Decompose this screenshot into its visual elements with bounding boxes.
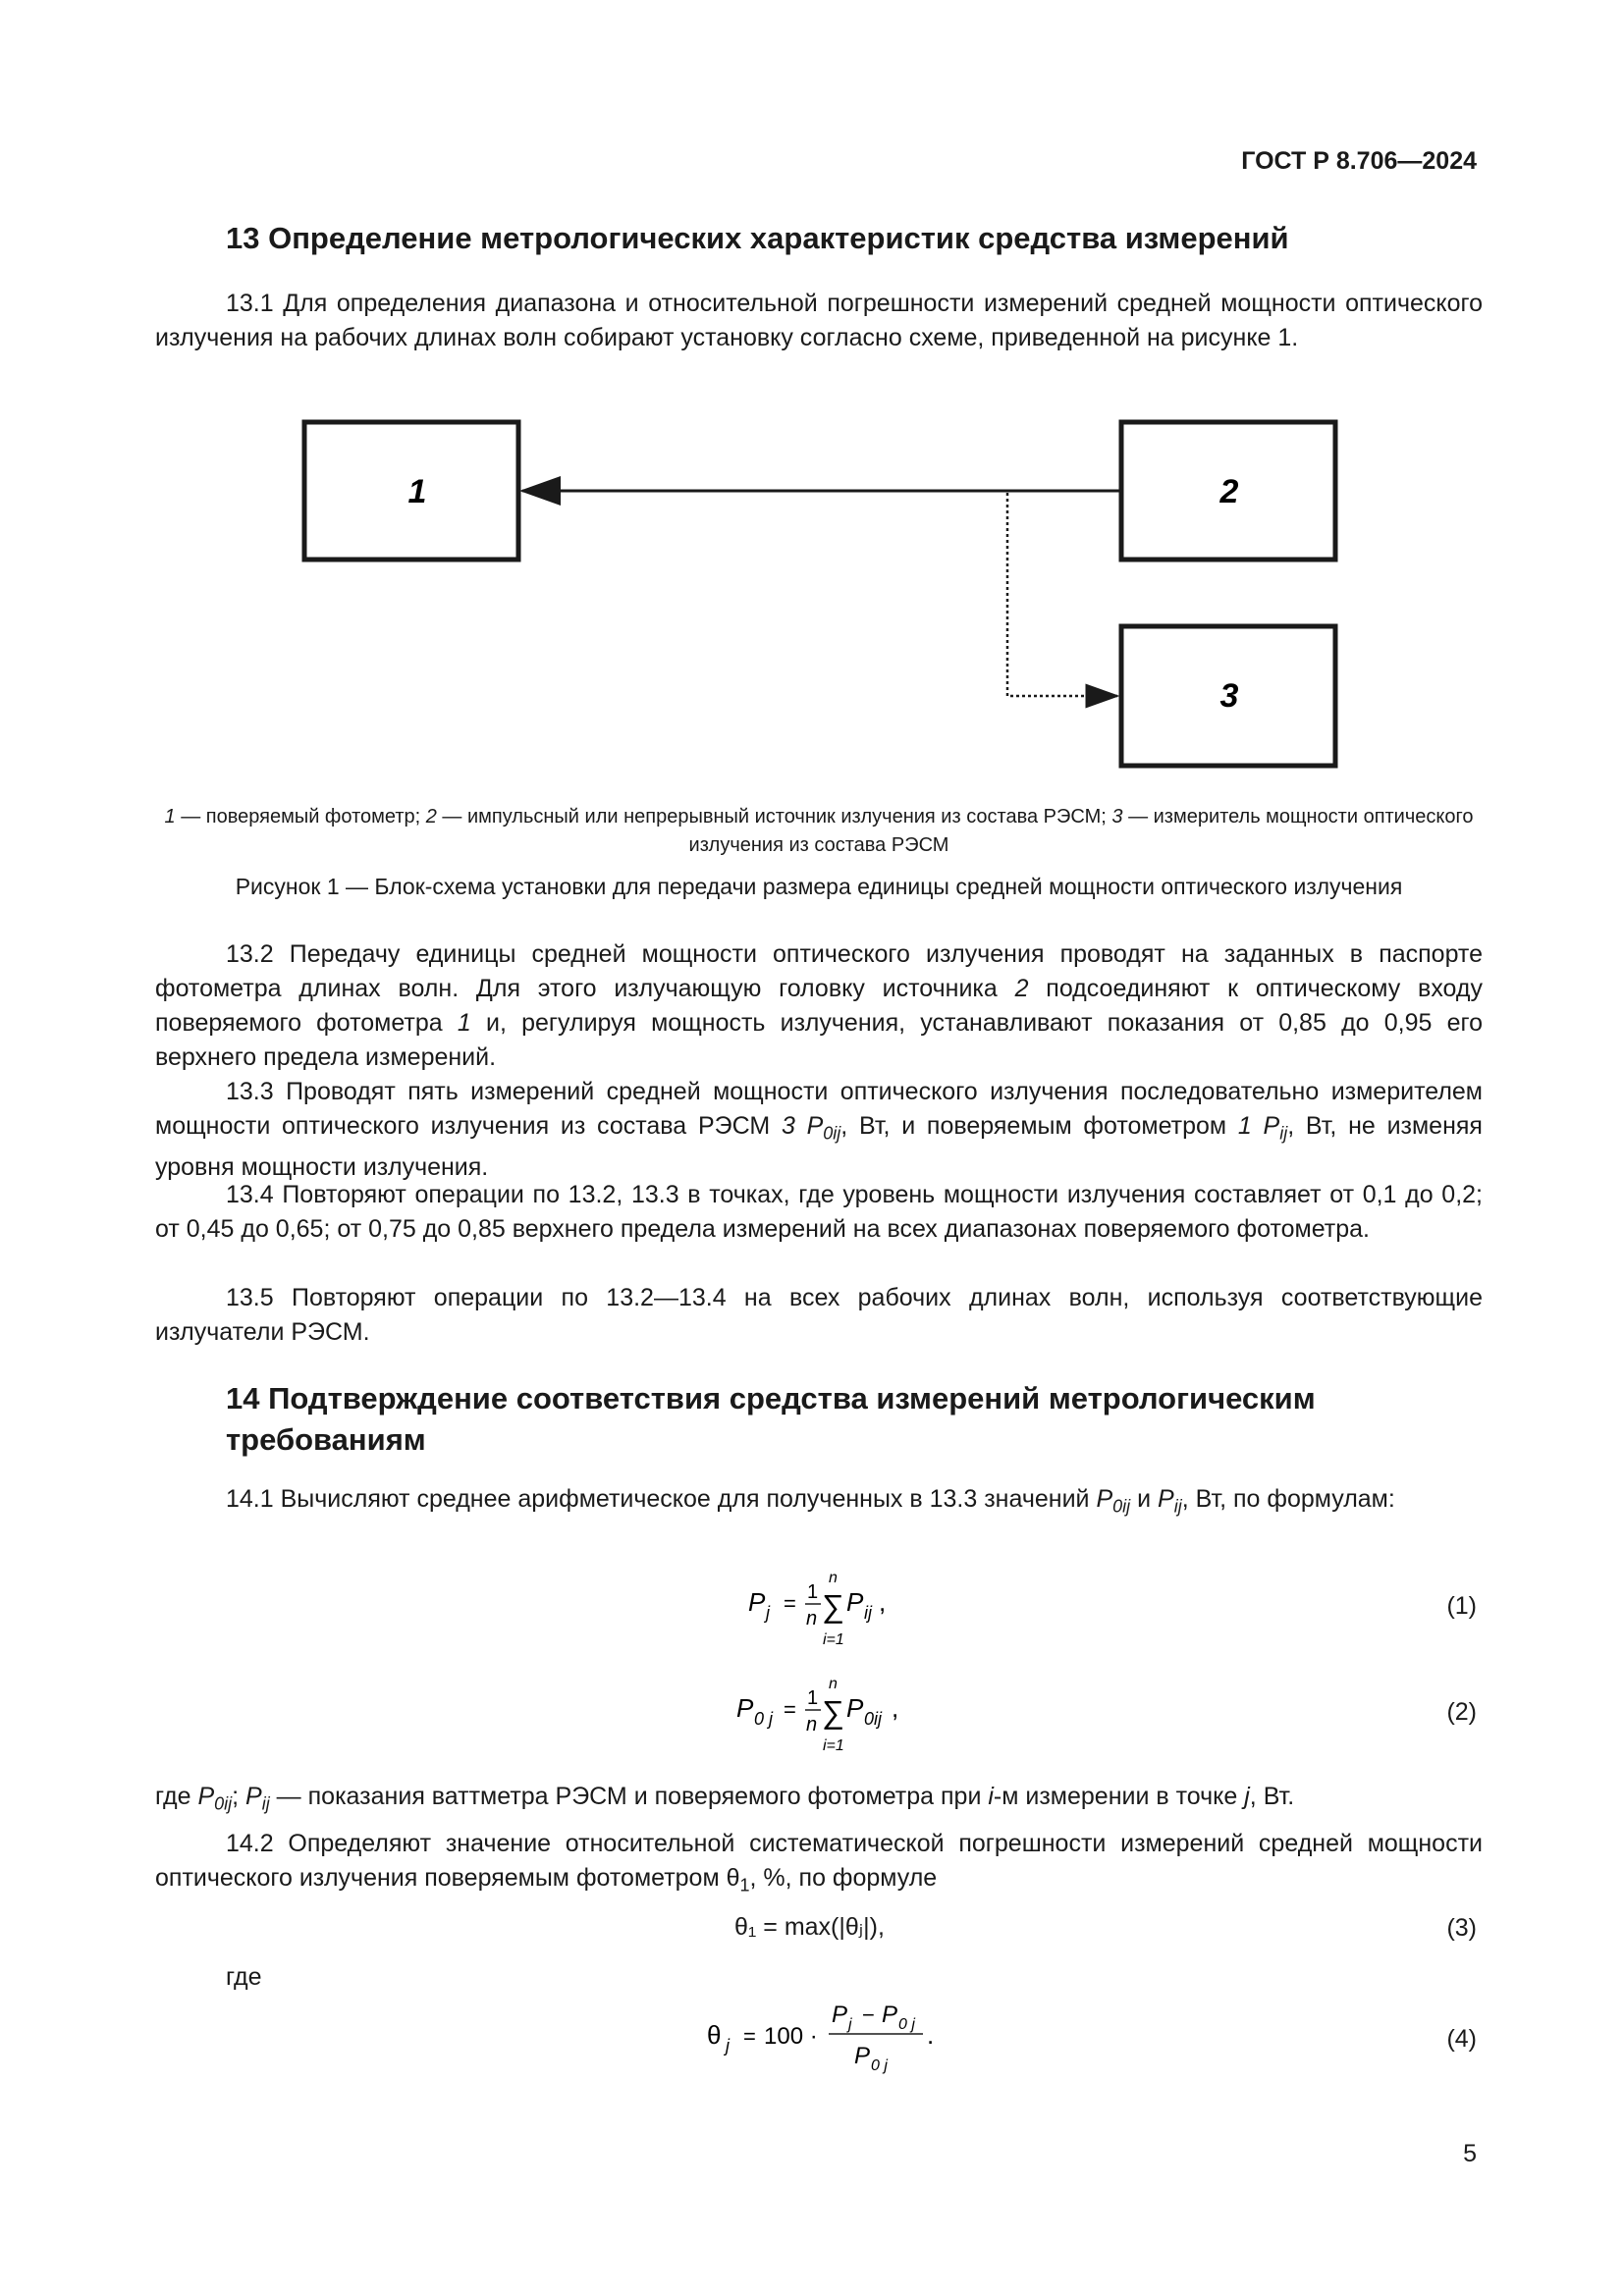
p13-3-p0-sub: 0ij bbox=[823, 1123, 841, 1144]
formula-1 bbox=[727, 1566, 952, 1654]
document-header: ГОСТ Р 8.706—2024 bbox=[1241, 147, 1477, 175]
p13-2-c: и, регулируя мощность излучения, устанавливают показания от 0,85 до 0,95 его верхнего предела измерений. bbox=[155, 1009, 1483, 1071]
p13-2-a: 13.2 Передачу единицы средней мощности оптического излучения проводят на заданных в паспорте фотометра длинах волн. Для этого излучающую головку источника bbox=[155, 940, 1483, 1002]
f2-P: P bbox=[736, 1693, 754, 1723]
where-p0-sub: 0ij bbox=[214, 1793, 233, 1814]
p14-1-p0-sub: 0ij bbox=[1112, 1496, 1131, 1517]
where-j: j bbox=[1244, 1783, 1250, 1810]
f1-eq: = bbox=[784, 1591, 796, 1616]
p13-2-n2: 2 bbox=[1014, 975, 1029, 1002]
f1-P2: P bbox=[846, 1587, 864, 1617]
p13-3-p0: P bbox=[806, 1112, 824, 1140]
legend-text-2: — импульсный или непрерывный источник излучения из состава РЭСМ; bbox=[436, 806, 1112, 828]
p14-2-text: 14.2 Определяют значение относительной систематической погрешности измерений средней мощности оптического излучения поверяемым фотометром θ bbox=[155, 1830, 1483, 1892]
f1-ij: ij bbox=[864, 1603, 872, 1623]
formula-1-number: (1) bbox=[1446, 1592, 1477, 1620]
paragraph-13-1 bbox=[155, 287, 1483, 355]
f4-j2: j bbox=[848, 2016, 852, 2033]
page-number: 5 bbox=[1463, 2140, 1477, 2167]
f4-eq: = bbox=[743, 2024, 756, 2049]
p13-2-b: подсоединяют к оптическому входу поверяемого фотометра bbox=[155, 975, 1483, 1037]
where-prefix: где bbox=[155, 1783, 198, 1810]
f1-i1: i=1 bbox=[823, 1631, 844, 1648]
section-13-heading: 13 Определение метрологических характеристик средства измерений bbox=[226, 221, 1289, 255]
where-clause-2: где bbox=[226, 1963, 262, 1991]
legend-text-1: — поверяемый фотометр; bbox=[175, 806, 426, 828]
paragraph-14-2 bbox=[155, 1827, 1483, 1902]
f2-0j: 0 j bbox=[754, 1709, 774, 1729]
paragraph-13-4 bbox=[155, 1178, 1483, 1247]
f2-n-top: n bbox=[829, 1676, 838, 1692]
p14-1-a: 14.1 Вычисляют среднее арифметическое для полученных в 13.3 значений bbox=[226, 1485, 1097, 1513]
where-text-b: -м измерении в точке bbox=[993, 1783, 1245, 1810]
p14-1-p-sub: ij bbox=[1173, 1496, 1182, 1517]
p13-3-c: , Вт, не изменяя уровня мощности излучения. bbox=[155, 1112, 1483, 1182]
legend-num-3: 3 bbox=[1111, 806, 1123, 828]
legend-num-2: 2 bbox=[425, 806, 437, 828]
p14-1-and: и bbox=[1130, 1485, 1159, 1513]
f1-n: n bbox=[806, 1608, 818, 1629]
formula-2 bbox=[715, 1672, 960, 1760]
p14-1-p: P bbox=[1158, 1485, 1174, 1513]
p13-3-b: , Вт, и поверяемым фотометром bbox=[840, 1112, 1238, 1140]
f4-Pj: P bbox=[832, 2002, 848, 2028]
p13-3-n3: 3 bbox=[781, 1112, 795, 1140]
f4-j: j bbox=[726, 2036, 730, 2056]
figure-title: Рисунок 1 — Блок-схема установки для передачи размера единицы средней мощности оптического излучения bbox=[235, 874, 1403, 899]
p14-2-sub: 1 bbox=[739, 1875, 750, 1896]
p14-2-end: , %, по формуле bbox=[749, 1864, 938, 1892]
f2-sigma: ∑ bbox=[822, 1694, 844, 1730]
box-1-label: 1 bbox=[407, 473, 427, 510]
f4-P0: P bbox=[882, 2002, 898, 2028]
p13-3-n1: 1 bbox=[1237, 1112, 1252, 1140]
f2-i1: i=1 bbox=[823, 1737, 844, 1754]
f1-P: P bbox=[748, 1587, 766, 1617]
p14-1-b: , Вт, по формулам: bbox=[1181, 1485, 1395, 1513]
p13-3-p-sub: ij bbox=[1279, 1123, 1288, 1144]
box-2-label: 2 bbox=[1219, 473, 1239, 510]
formula-4 bbox=[699, 1993, 964, 2081]
where-i: i bbox=[988, 1783, 994, 1810]
paragraph-13-2 bbox=[155, 937, 1483, 1075]
f1-comma: , bbox=[879, 1587, 887, 1617]
f2-n: n bbox=[806, 1714, 818, 1735]
figure-legend bbox=[155, 803, 1483, 860]
formula-3-number: (3) bbox=[1446, 1914, 1477, 1942]
f4-P0b: P bbox=[854, 2043, 871, 2069]
paragraph-13-5 bbox=[155, 1281, 1483, 1350]
f1-j: j bbox=[766, 1603, 770, 1623]
f4-dot: . bbox=[927, 2020, 935, 2050]
f1-n-top: n bbox=[829, 1570, 838, 1586]
dotted-arrow-to-3 bbox=[1007, 493, 1117, 696]
block-diagram bbox=[295, 412, 1355, 775]
box-3-label: 3 bbox=[1219, 677, 1239, 715]
p13-3-a: 13.3 Проводят пять измерений средней мощности оптического излучения последовательно измерителем мощности оптического излучения из состава РЭСМ bbox=[155, 1078, 1483, 1140]
f4-0jb: 0 j bbox=[871, 2057, 888, 2074]
paragraph-13-1-text: 13.1 Для определения диапазона и относительной погрешности измерений средней мощности оптического излучения на рабочих длинах волн собирают установку согласно схеме, приведенной на рисунке 1. bbox=[155, 290, 1483, 351]
where-text-c: , Вт. bbox=[1249, 1783, 1295, 1810]
f1-one: 1 bbox=[807, 1581, 819, 1603]
formula-3: θ₁ = max(|θⱼ|), bbox=[734, 1913, 885, 1941]
f2-0ij: 0ij bbox=[864, 1709, 883, 1729]
f4-hundred: 100 · bbox=[764, 2023, 818, 2050]
p13-4-text: 13.4 Повторяют операции по 13.2, 13.3 в точках, где уровень мощности излучения составляет от 0,1 до 0,2; от 0,45 до 0,65; от 0,75 до 0,85 верхнего предела измерений на всех диапазонах поверяемого фотометра. bbox=[155, 1181, 1483, 1243]
f4-theta: θ bbox=[707, 2020, 722, 2050]
where-text-a: — показания ваттметра РЭСМ и поверяемого фотометра при bbox=[269, 1783, 989, 1810]
where-p: P bbox=[245, 1783, 262, 1810]
f2-comma: , bbox=[892, 1693, 899, 1723]
paragraph-14-1 bbox=[155, 1482, 1483, 1523]
where-p0: P bbox=[197, 1783, 215, 1810]
f2-P2: P bbox=[846, 1693, 864, 1723]
f4-minus: − bbox=[862, 2002, 875, 2027]
f4-0j: 0 j bbox=[898, 2016, 915, 2033]
p14-1-p0: P bbox=[1096, 1485, 1113, 1513]
where-p-sub: ij bbox=[261, 1793, 270, 1814]
paragraph-13-3 bbox=[155, 1075, 1483, 1185]
f2-one: 1 bbox=[807, 1687, 819, 1709]
legend-num-1: 1 bbox=[164, 806, 176, 828]
p13-2-n1: 1 bbox=[457, 1009, 471, 1037]
formula-4-number: (4) bbox=[1446, 2025, 1477, 2053]
where-sep: ; bbox=[232, 1783, 246, 1810]
formula-2-number: (2) bbox=[1446, 1698, 1477, 1726]
legend-text-3: — измеритель мощности оптического излучения из состава РЭСМ bbox=[688, 806, 1474, 856]
p13-5-text: 13.5 Повторяют операции по 13.2—13.4 на всех рабочих длинах волн, используя соответствующие излучатели РЭСМ. bbox=[155, 1284, 1483, 1346]
f1-sigma: ∑ bbox=[822, 1588, 844, 1624]
f2-eq: = bbox=[784, 1697, 796, 1722]
p13-3-p: P bbox=[1263, 1112, 1280, 1140]
where-clause-1 bbox=[155, 1780, 1483, 1821]
section-14-heading: 14 Подтверждение соответствия средства измерений метрологическим требованиям bbox=[226, 1381, 1316, 1457]
